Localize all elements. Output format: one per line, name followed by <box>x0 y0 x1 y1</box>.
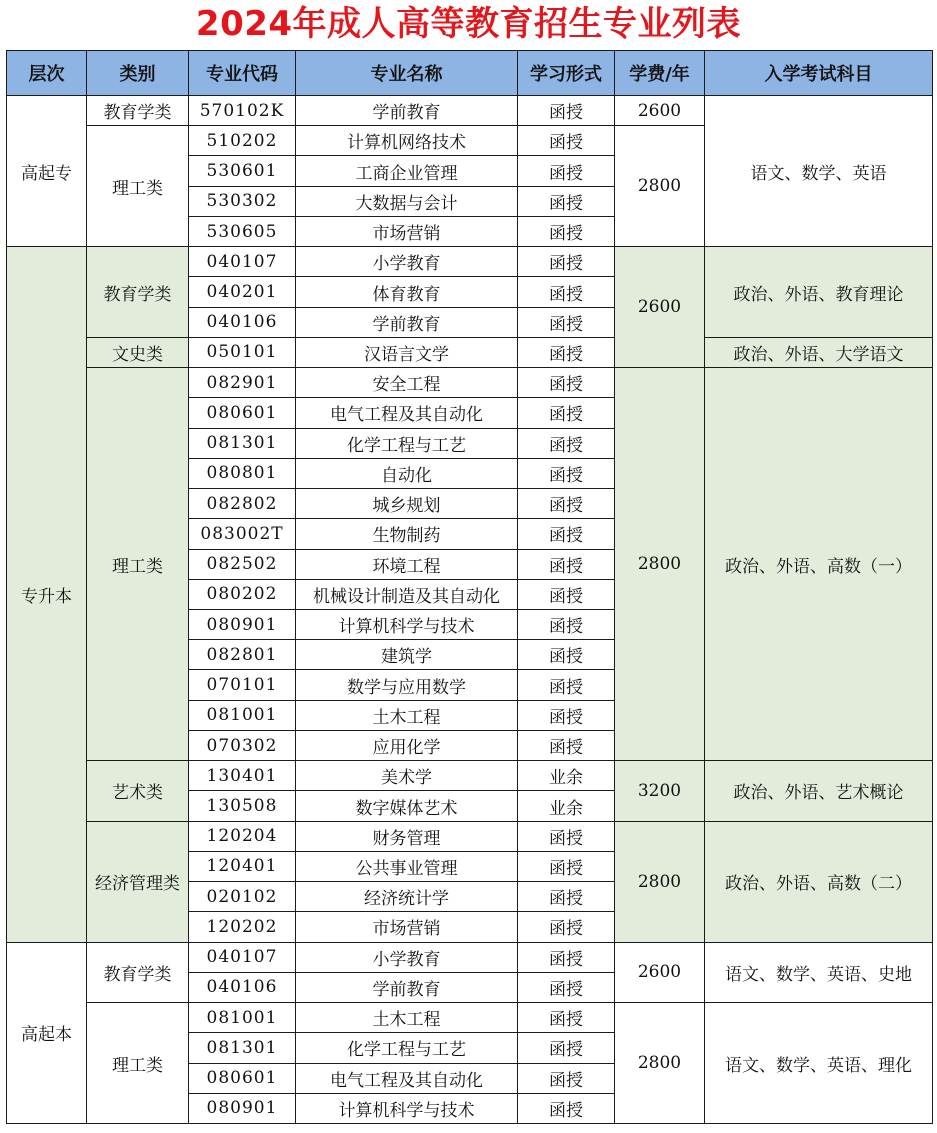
enrollment-table <box>6 50 933 1124</box>
code-cell: 080901 <box>189 609 296 639</box>
name-cell: 数学与应用数学 <box>296 670 518 700</box>
name-cell: 美术学 <box>296 761 518 791</box>
level-cell: 高起专 <box>7 96 87 247</box>
mode-cell: 函授 <box>518 640 615 670</box>
table-row <box>7 96 933 126</box>
name-cell: 安全工程 <box>296 368 518 398</box>
code-cell: 080801 <box>189 458 296 488</box>
mode-cell: 函授 <box>518 821 615 851</box>
category-cell: 艺术类 <box>87 761 189 821</box>
name-cell: 小学教育 <box>296 247 518 277</box>
category-cell: 教育学类 <box>87 942 189 1002</box>
subjects-cell: 政治、外语、高数（一） <box>705 368 933 761</box>
mode-cell: 函授 <box>518 126 615 156</box>
code-cell: 082801 <box>189 640 296 670</box>
name-cell: 建筑学 <box>296 640 518 670</box>
mode-cell: 函授 <box>518 1003 615 1033</box>
mode-cell: 函授 <box>518 1033 615 1063</box>
code-cell: 040106 <box>189 307 296 337</box>
name-cell: 机械设计制造及其自动化 <box>296 579 518 609</box>
name-cell: 汉语言文学 <box>296 337 518 367</box>
name-cell: 计算机科学与技术 <box>296 1093 518 1123</box>
name-cell: 自动化 <box>296 458 518 488</box>
name-cell: 数字媒体艺术 <box>296 791 518 821</box>
code-cell: 120204 <box>189 821 296 851</box>
code-cell: 081301 <box>189 1033 296 1063</box>
mode-cell: 函授 <box>518 277 615 307</box>
category-cell: 理工类 <box>87 1003 189 1124</box>
mode-cell: 函授 <box>518 458 615 488</box>
mode-cell: 业余 <box>518 791 615 821</box>
header-subjects: 入学考试科目 <box>705 51 933 96</box>
category-cell: 理工类 <box>87 368 189 761</box>
header-level: 层次 <box>7 51 87 96</box>
header-category: 类别 <box>87 51 189 96</box>
code-cell: 080601 <box>189 398 296 428</box>
table-row <box>7 247 933 277</box>
code-cell: 081301 <box>189 428 296 458</box>
name-cell: 土木工程 <box>296 1003 518 1033</box>
level-cell: 高起本 <box>7 942 87 1123</box>
mode-cell: 函授 <box>518 882 615 912</box>
header-mode: 学习形式 <box>518 51 615 96</box>
name-cell: 城乡规划 <box>296 489 518 519</box>
name-cell: 经济统计学 <box>296 882 518 912</box>
code-cell: 080601 <box>189 1063 296 1093</box>
name-cell: 应用化学 <box>296 730 518 760</box>
subjects-cell: 语文、数学、英语、理化 <box>705 1003 933 1124</box>
code-cell: 080901 <box>189 1093 296 1123</box>
subjects-cell: 语文、数学、英语、史地 <box>705 942 933 1002</box>
mode-cell: 函授 <box>518 307 615 337</box>
code-cell: 530302 <box>189 186 296 216</box>
mode-cell: 函授 <box>518 972 615 1002</box>
category-cell: 文史类 <box>87 337 189 367</box>
name-cell: 电气工程及其自动化 <box>296 398 518 428</box>
fee-cell: 2600 <box>615 247 705 368</box>
mode-cell: 函授 <box>518 549 615 579</box>
mode-cell: 业余 <box>518 761 615 791</box>
mode-cell: 函授 <box>518 851 615 881</box>
header-fee: 学费/年 <box>615 51 705 96</box>
mode-cell: 函授 <box>518 398 615 428</box>
mode-cell: 函授 <box>518 247 615 277</box>
mode-cell: 函授 <box>518 368 615 398</box>
mode-cell: 函授 <box>518 670 615 700</box>
table-row <box>7 942 933 972</box>
mode-cell: 函授 <box>518 1063 615 1093</box>
fee-cell: 2800 <box>615 126 705 247</box>
header-code: 专业代码 <box>189 51 296 96</box>
mode-cell: 函授 <box>518 609 615 639</box>
subjects-cell: 语文、数学、英语 <box>705 96 933 247</box>
fee-cell: 3200 <box>615 761 705 821</box>
fee-cell: 2800 <box>615 1003 705 1124</box>
code-cell: 083002T <box>189 519 296 549</box>
name-cell: 大数据与会计 <box>296 186 518 216</box>
name-cell: 计算机网络技术 <box>296 126 518 156</box>
mode-cell: 函授 <box>518 428 615 458</box>
table-row <box>7 821 933 851</box>
name-cell: 市场营销 <box>296 216 518 246</box>
category-cell: 经济管理类 <box>87 821 189 942</box>
page-title: 2024年成人高等教育招生专业列表 <box>195 4 742 44</box>
code-cell: 081001 <box>189 1003 296 1033</box>
code-cell: 050101 <box>189 337 296 367</box>
code-cell: 530605 <box>189 216 296 246</box>
subjects-cell: 政治、外语、高数（二） <box>705 821 933 942</box>
name-cell: 学前教育 <box>296 307 518 337</box>
code-cell: 082802 <box>189 489 296 519</box>
code-cell: 070302 <box>189 730 296 760</box>
name-cell: 学前教育 <box>296 972 518 1002</box>
code-cell: 530601 <box>189 156 296 186</box>
name-cell: 公共事业管理 <box>296 851 518 881</box>
table-row <box>7 368 933 398</box>
name-cell: 体育教育 <box>296 277 518 307</box>
name-cell: 小学教育 <box>296 942 518 972</box>
mode-cell: 函授 <box>518 156 615 186</box>
name-cell: 财务管理 <box>296 821 518 851</box>
name-cell: 工商企业管理 <box>296 156 518 186</box>
subjects-cell: 政治、外语、教育理论 <box>705 247 933 338</box>
level-cell: 专升本 <box>7 247 87 942</box>
name-cell: 化学工程与工艺 <box>296 1033 518 1063</box>
category-cell: 教育学类 <box>87 247 189 338</box>
code-cell: 120202 <box>189 912 296 942</box>
code-cell: 130508 <box>189 791 296 821</box>
mode-cell: 函授 <box>518 489 615 519</box>
code-cell: 040107 <box>189 247 296 277</box>
category-cell: 教育学类 <box>87 96 189 126</box>
mode-cell: 函授 <box>518 337 615 367</box>
code-cell: 040106 <box>189 972 296 1002</box>
mode-cell: 函授 <box>518 942 615 972</box>
fee-cell: 2800 <box>615 368 705 761</box>
code-cell: 130401 <box>189 761 296 791</box>
mode-cell: 函授 <box>518 579 615 609</box>
name-cell: 生物制药 <box>296 519 518 549</box>
code-cell: 082901 <box>189 368 296 398</box>
table-row <box>7 761 933 791</box>
name-cell: 环境工程 <box>296 549 518 579</box>
subjects-cell: 政治、外语、大学语文 <box>705 337 933 367</box>
code-cell: 040107 <box>189 942 296 972</box>
code-cell: 510202 <box>189 126 296 156</box>
fee-cell: 2800 <box>615 821 705 942</box>
name-cell: 市场营销 <box>296 912 518 942</box>
mode-cell: 函授 <box>518 216 615 246</box>
code-cell: 082502 <box>189 549 296 579</box>
code-cell: 570102K <box>189 96 296 126</box>
name-cell: 电气工程及其自动化 <box>296 1063 518 1093</box>
code-cell: 070101 <box>189 670 296 700</box>
mode-cell: 函授 <box>518 700 615 730</box>
code-cell: 040201 <box>189 277 296 307</box>
name-cell: 学前教育 <box>296 96 518 126</box>
table-row <box>7 1003 933 1033</box>
fee-cell: 2600 <box>615 96 705 126</box>
mode-cell: 函授 <box>518 1093 615 1123</box>
fee-cell: 2600 <box>615 942 705 1002</box>
code-cell: 080202 <box>189 579 296 609</box>
subjects-cell: 政治、外语、艺术概论 <box>705 761 933 821</box>
mode-cell: 函授 <box>518 519 615 549</box>
category-cell: 理工类 <box>87 126 189 247</box>
code-cell: 081001 <box>189 700 296 730</box>
name-cell: 计算机科学与技术 <box>296 609 518 639</box>
name-cell: 土木工程 <box>296 700 518 730</box>
table-row <box>7 337 933 367</box>
mode-cell: 函授 <box>518 96 615 126</box>
code-cell: 020102 <box>189 882 296 912</box>
table-header-row <box>7 51 933 96</box>
code-cell: 120401 <box>189 851 296 881</box>
header-name: 专业名称 <box>296 51 518 96</box>
mode-cell: 函授 <box>518 186 615 216</box>
mode-cell: 函授 <box>518 912 615 942</box>
mode-cell: 函授 <box>518 730 615 760</box>
name-cell: 化学工程与工艺 <box>296 428 518 458</box>
